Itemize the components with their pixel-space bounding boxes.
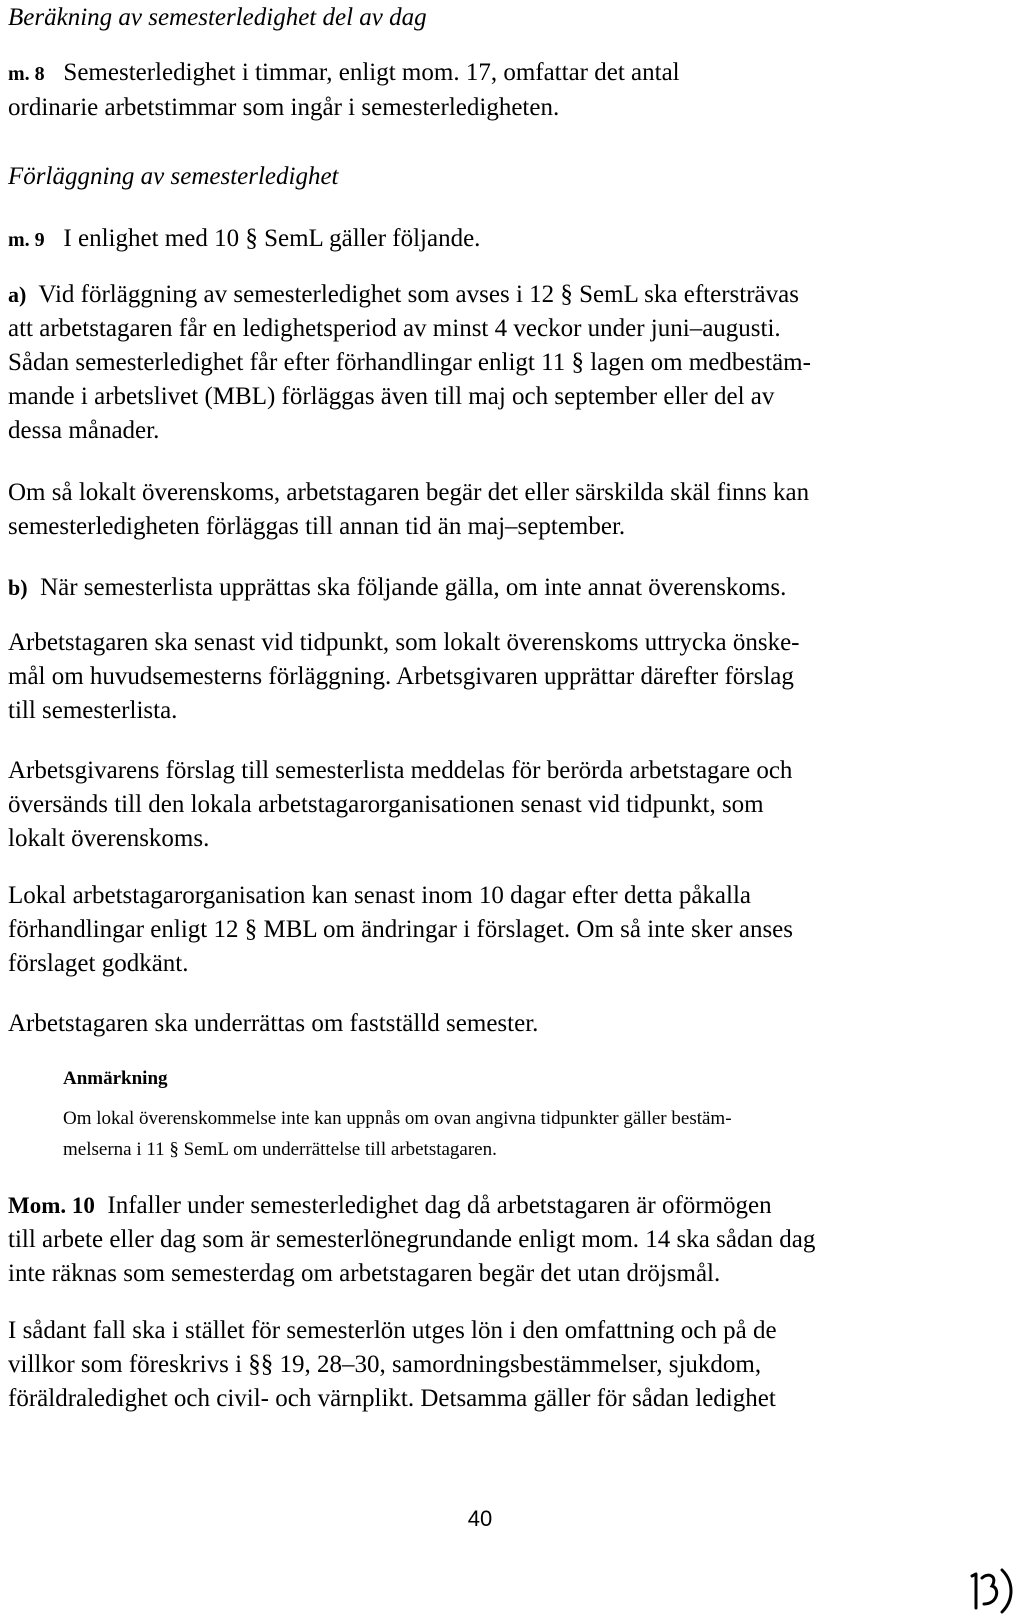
mom-10-line-2: till arbete eller dag som är semesterlönegrundande enligt mom. 14 ska sådan dag xyxy=(8,1226,816,1253)
paragraph-line: förhandlingar enligt 12 § MBL om ändringar i förslaget. Om så inte sker anses xyxy=(8,916,793,943)
note-text xyxy=(63,1103,943,1165)
paragraph-local-organisation xyxy=(8,879,948,981)
paragraph-line: villkor som föreskrivs i §§ 19, 28–30, samordningsbestämmelser, sjukdom, xyxy=(8,1351,762,1378)
item-a-line-3: Sådan semesterledighet får efter förhandlingar enligt 11 § lagen om medbestäm- xyxy=(8,349,811,376)
paragraph-notification: Arbetstagaren ska underrättas om fastställd semester. xyxy=(8,1010,539,1037)
mom-8-line-1: Semesterledighet i timmar, enligt mom. 17, omfattar det antal xyxy=(63,59,680,86)
mom-8-line-2: ordinarie arbetstimmar som ingår i semesterledigheten. xyxy=(8,94,560,121)
mom-10-line-3: inte räknas som semesterdag om arbetstagaren begär det utan dröjsmål. xyxy=(8,1260,721,1287)
note-title: Anmärkning xyxy=(63,1068,168,1089)
paragraph-line: översänds till den lokala arbetstagarorganisationen senast vid tidpunkt, som xyxy=(8,791,764,818)
paragraph-line: I sådant fall ska i stället för semesterlön utges lön i den omfattning och på de xyxy=(8,1317,777,1344)
item-a-label: a) xyxy=(8,282,27,307)
section-heading-day-part: Beräkning av semesterledighet del av dag xyxy=(8,4,427,31)
paragraph-employer-proposal xyxy=(8,754,948,856)
paragraph-sick-pay xyxy=(8,1314,948,1416)
mom-10-line-1: Infaller under semesterledighet dag då arbetstagaren är oförmögen xyxy=(107,1192,772,1219)
paragraph-line: lokalt överenskoms. xyxy=(8,825,210,852)
handwritten-page-mark xyxy=(966,1568,1016,1614)
mom-9-paragraph xyxy=(8,222,948,257)
paragraph-a xyxy=(8,278,948,448)
item-b-text: När semesterlista upprättas ska följande gälla, om inte annat överenskoms. xyxy=(40,574,787,601)
paragraph-line: till semesterlista. xyxy=(8,697,178,724)
item-a-line-4: mande i arbetslivet (MBL) förläggas även till maj och september eller del av xyxy=(8,383,775,410)
paragraph-line: semesterledigheten förläggas till annan tid än maj–september. xyxy=(8,513,626,540)
section-heading-scheduling: Förläggning av semesterledighet xyxy=(8,163,339,190)
mom-10-paragraph xyxy=(8,1189,948,1291)
paragraph-line: föräldraledighet och civil- och värnplikt. Detsamma gäller för sådan ledighet xyxy=(8,1385,776,1412)
paragraph-line: Arbetstagaren ska senast vid tidpunkt, som lokalt överenskoms uttrycka önske- xyxy=(8,629,800,656)
item-a-line-2: att arbetstagaren får en ledighetsperiod av minst 4 veckor under juni–augusti. xyxy=(8,315,781,342)
mom-8-paragraph xyxy=(8,56,948,125)
paragraph-employee-wishes xyxy=(8,626,948,728)
note-line-1: Om lokal överenskommelse inte kan uppnås om ovan angivna tidpunkter gäller bestäm- xyxy=(63,1108,732,1129)
mom-9-label: m. 9 xyxy=(8,229,45,251)
item-a-line-1: Vid förläggning av semesterledighet som avses i 12 § SemL ska eftersträvas xyxy=(38,281,799,308)
paragraph-line: mål om huvudsemesterns förläggning. Arbetsgivaren upprättar därefter förslag xyxy=(8,663,794,690)
paragraph-line: Lokal arbetstagarorganisation kan senast inom 10 dagar efter detta påkalla xyxy=(8,882,752,909)
note-line-2: melserna i 11 § SemL om underrättelse till arbetstagaren. xyxy=(63,1139,497,1160)
item-b-label: b) xyxy=(8,575,28,600)
paragraph-line: förslaget godkänt. xyxy=(8,950,189,977)
mom-8-label: m. 8 xyxy=(8,63,45,85)
mom-10-label: Mom. 10 xyxy=(8,1193,95,1218)
item-a-line-5: dessa månader. xyxy=(8,417,160,444)
paragraph-line: Om så lokalt överenskoms, arbetstagaren begär det eller särskilda skäl finns kan xyxy=(8,479,810,506)
mom-9-text: I enlighet med 10 § SemL gäller följande. xyxy=(63,225,481,252)
paragraph-b xyxy=(8,571,948,605)
page-number: 40 xyxy=(467,1506,493,1531)
paragraph-local-agreement xyxy=(8,476,948,544)
paragraph-line: Arbetsgivarens förslag till semesterlista meddelas för berörda arbetstagare och xyxy=(8,757,793,784)
